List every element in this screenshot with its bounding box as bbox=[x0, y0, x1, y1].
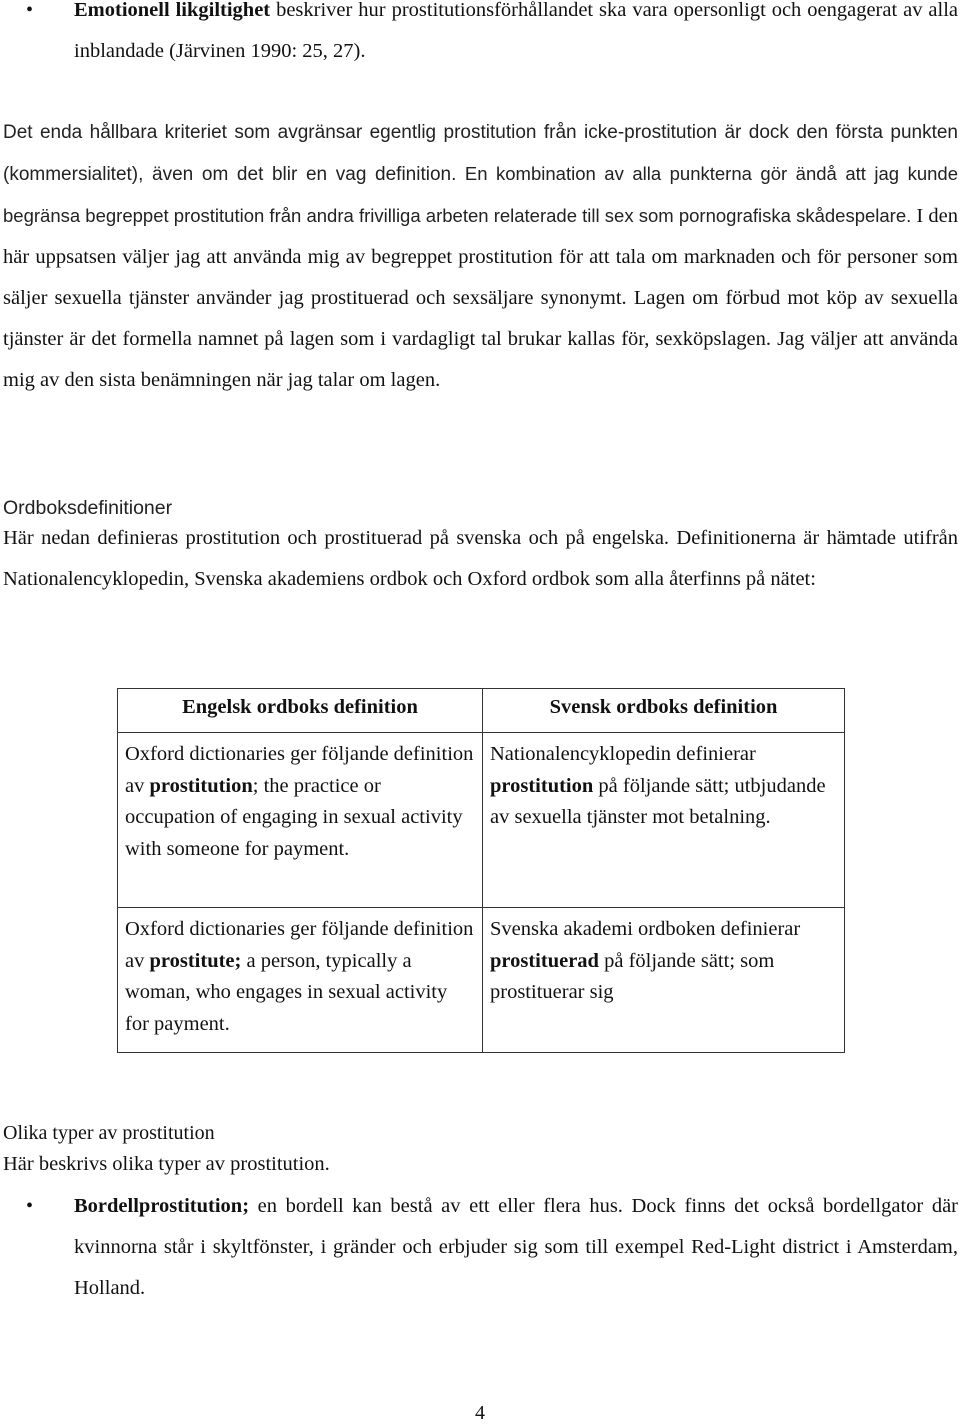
bullet-bordellprostitution bbox=[26, 1186, 958, 1309]
paragraph-criteria-sentence-2: En kombination av alla punkterna gör ändå att jag kunde begränsa begreppet prostitution från andra frivilliga arbeten relaterade till sex som pornografiska skådespelare. bbox=[3, 163, 958, 226]
cell-text: Svenska akademi ordboken definierar bbox=[490, 918, 801, 940]
cell-text: Oxford dictionaries ger följande definition av bbox=[125, 743, 474, 797]
bullet-icon: • bbox=[26, 1195, 34, 1217]
cell-term: prostitute; bbox=[149, 949, 242, 972]
table-cell-swedish-prostituerad bbox=[483, 908, 845, 1053]
table-cell-english-prostitute bbox=[118, 908, 483, 1053]
bullet-term: Emotionell likgiltighet bbox=[74, 0, 271, 21]
cell-text: a person, typically a woman, who engages in sexual activity for payment. bbox=[125, 949, 448, 1035]
cell-text: ; the practice or occupation of engaging in sexual activity with someone for payment. bbox=[125, 774, 463, 860]
bullet-description: beskriver hur prostitutionsförhållandet ska vara opersonligt och oengagerat av alla inblandade (Järvinen 1990: 25, 27). bbox=[74, 0, 958, 62]
cell-term: prostituerad bbox=[490, 949, 599, 972]
heading-olika-typer: Olika typer av prostitution bbox=[3, 1122, 215, 1144]
table-header-swedish: Svensk ordboks definition bbox=[483, 689, 845, 733]
table-header-row bbox=[118, 689, 845, 733]
definitions-table bbox=[117, 688, 845, 1053]
paragraph-types-intro: Här beskrivs olika typer av prostitution. bbox=[3, 1153, 330, 1175]
bullet-term: Bordellprostitution; bbox=[74, 1195, 250, 1217]
table-cell-swedish-prostitution bbox=[483, 733, 845, 908]
paragraph-criteria-sentence-3: I den här uppsatsen väljer jag att använda mig av begreppet prostitution för att tala om marknaden och för personer som säljer sexuella tjänster använder jag prostituerad och sexsäljare synonymt. Lagen om förbud mot köp av sexuella tjänster är det formella namnet på lagen som i vardagligt tal brukar kallas för, sexköpslagen. Jag väljer att använda mig av den sista benämningen när jag talar om lagen. bbox=[3, 205, 958, 391]
bullet-description: en bordell kan bestå av ett eller flera hus. Dock finns det också bordellgator där kvinnorna står i skyltfönster, i gränder och erbjuder sig som till exempel Red-Light district i Amsterdam, Holland. bbox=[74, 1195, 958, 1299]
paragraph-criteria bbox=[3, 112, 958, 401]
bullet-text bbox=[74, 1186, 958, 1309]
bullet-emotionell-likgiltighet bbox=[26, 0, 958, 72]
cell-text: Nationalencyklopedin definierar bbox=[490, 743, 756, 765]
paragraph-definitions-intro: Här nedan definieras prostitution och prostituerad på svenska och på engelska. Definitionerna är hämtade utifrån Nationalencyklopedin, Svenska akademiens ordbok och Oxford ordbok som alla återfinns på nätet: bbox=[3, 527, 958, 590]
cell-text: på följande sätt; utbjudande av sexuella tjänster mot betalning. bbox=[490, 774, 826, 828]
cell-text: Oxford dictionaries ger följande definition av bbox=[125, 918, 474, 972]
cell-term: prostitution bbox=[149, 774, 253, 797]
table-row bbox=[118, 908, 845, 1053]
paragraph-criteria-sentence-1: Det enda hållbara kriteriet som avgränsar egentlig prostitution från icke-prostitution är dock den första punkten (kommersialitet), även om det blir en vag definition. bbox=[3, 122, 958, 185]
table-header-english: Engelsk ordboks definition bbox=[118, 689, 483, 733]
table-row bbox=[118, 733, 845, 908]
bullet-icon: • bbox=[26, 0, 34, 21]
bullet-text bbox=[74, 0, 958, 72]
cell-text: på följande sätt; som prostituerar sig bbox=[490, 949, 775, 1003]
heading-ordboksdefinitioner: Ordboksdefinitioner bbox=[3, 497, 173, 519]
page-number: 4 bbox=[475, 1402, 485, 1424]
table-cell-english-prostitution bbox=[118, 733, 483, 908]
cell-term: prostitution bbox=[490, 774, 594, 797]
